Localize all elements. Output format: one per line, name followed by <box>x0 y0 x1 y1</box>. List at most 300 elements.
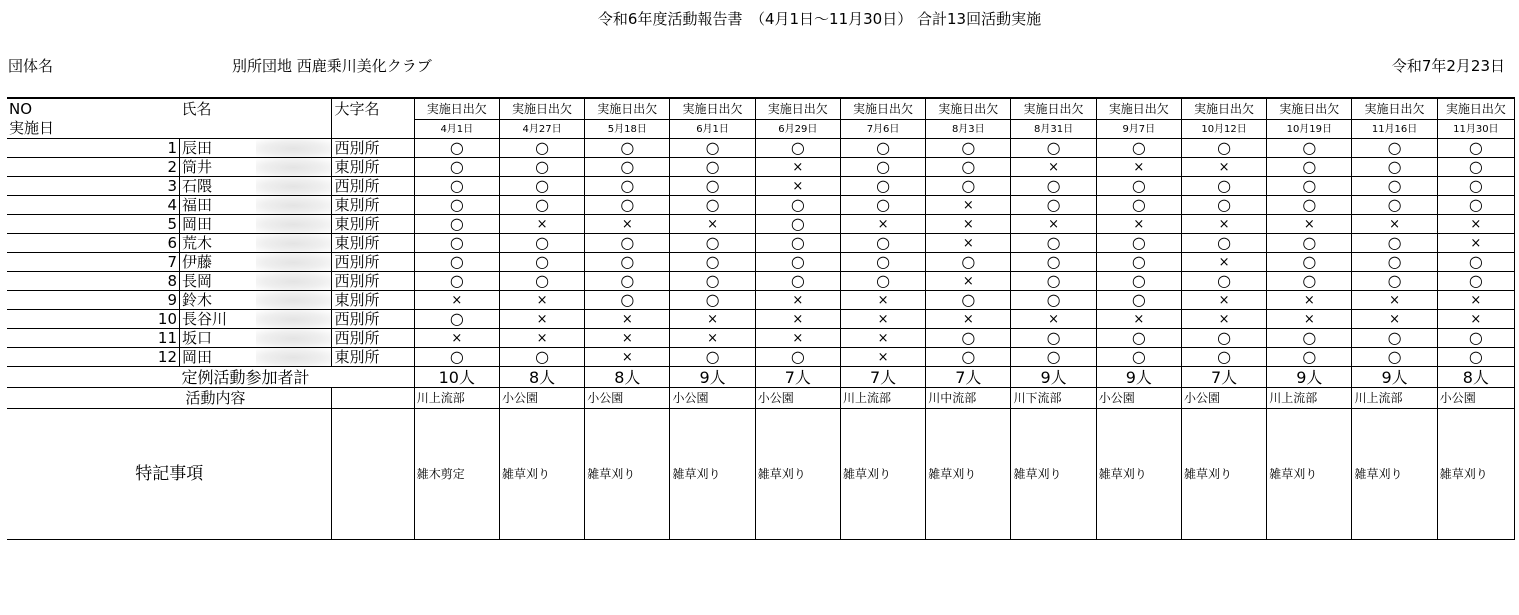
absent-mark: × <box>1133 217 1145 232</box>
present-mark: ○ <box>535 157 550 176</box>
attendance-mark <box>840 310 925 329</box>
attendance-mark <box>1352 253 1437 272</box>
member-name: 坂口 <box>180 329 256 348</box>
absent-mark: × <box>962 312 974 327</box>
redacted-name <box>256 177 332 196</box>
absent-mark: × <box>792 293 804 308</box>
member-row <box>7 348 1515 367</box>
attendance-mark <box>926 348 1011 367</box>
member-no: 9 <box>7 291 180 310</box>
member-name: 岡田 <box>180 215 256 234</box>
activity-content: 小公園 <box>1437 388 1514 409</box>
attendance-mark <box>499 310 584 329</box>
absent-mark: × <box>1303 217 1315 232</box>
present-mark: ○ <box>620 290 635 309</box>
attendance-mark <box>1352 215 1437 234</box>
special-note: 雑草刈り <box>499 409 584 540</box>
present-mark: ○ <box>1046 233 1061 252</box>
present-mark: ○ <box>449 233 464 252</box>
redacted-name <box>256 196 332 215</box>
present-mark: ○ <box>535 176 550 195</box>
special-note: 雑草刈り <box>1011 409 1096 540</box>
present-mark: ○ <box>449 271 464 290</box>
attendance-mark <box>755 348 840 367</box>
attendance-mark <box>414 253 499 272</box>
header-attendance: 実施日出欠 <box>926 98 1011 120</box>
attendance-mark <box>755 158 840 177</box>
attendance-mark <box>926 272 1011 291</box>
attendance-mark <box>414 139 499 158</box>
present-mark: ○ <box>790 195 805 214</box>
attendance-mark <box>1181 253 1266 272</box>
member-district: 西別所 <box>332 329 414 348</box>
attendance-mark <box>840 177 925 196</box>
absent-mark: × <box>536 217 548 232</box>
attendance-mark <box>499 158 584 177</box>
member-name: 伊藤 <box>180 253 256 272</box>
present-mark: ○ <box>876 233 891 252</box>
member-name: 荒木 <box>180 234 256 253</box>
absent-mark: × <box>1470 293 1482 308</box>
present-mark: ○ <box>876 195 891 214</box>
org-label: 団体名 <box>8 57 54 75</box>
attendance-mark <box>926 291 1011 310</box>
absent-mark: × <box>792 160 804 175</box>
present-mark: ○ <box>1046 290 1061 309</box>
attendance-mark <box>670 291 755 310</box>
attendance-mark <box>1181 139 1266 158</box>
attendance-mark <box>755 253 840 272</box>
header-attendance: 実施日出欠 <box>1437 98 1514 120</box>
attendance-mark <box>1352 272 1437 291</box>
attendance-mark <box>1437 139 1514 158</box>
activity-content: 小公園 <box>499 388 584 409</box>
present-mark: ○ <box>1131 138 1146 157</box>
activity-content: 川上流部 <box>1267 388 1352 409</box>
participant-total: 7人 <box>840 367 925 388</box>
attendance-mark <box>414 310 499 329</box>
present-mark: ○ <box>1468 347 1483 366</box>
member-name: 石隈 <box>180 177 256 196</box>
attendance-mark <box>1267 196 1352 215</box>
absent-mark: × <box>1218 160 1230 175</box>
attendance-mark <box>1352 234 1437 253</box>
header-attendance: 実施日出欠 <box>840 98 925 120</box>
present-mark: ○ <box>705 157 720 176</box>
attendance-mark <box>670 272 755 291</box>
attendance-mark <box>755 234 840 253</box>
activity-content: 川上流部 <box>414 388 499 409</box>
member-district: 東別所 <box>332 215 414 234</box>
member-row <box>7 291 1515 310</box>
attendance-mark <box>1267 215 1352 234</box>
redacted-name <box>256 291 332 310</box>
attendance-mark <box>1352 158 1437 177</box>
redacted-name <box>256 234 332 253</box>
attendance-mark <box>1352 177 1437 196</box>
attendance-mark <box>1011 158 1096 177</box>
present-mark: ○ <box>1387 271 1402 290</box>
attendance-mark <box>1352 196 1437 215</box>
present-mark: ○ <box>535 233 550 252</box>
attendance-mark <box>1096 272 1181 291</box>
present-mark: ○ <box>535 271 550 290</box>
participant-total: 7人 <box>1181 367 1266 388</box>
special-note: 雑草刈り <box>1267 409 1352 540</box>
present-mark: ○ <box>1302 138 1317 157</box>
attendance-mark <box>755 329 840 348</box>
absent-mark: × <box>707 217 719 232</box>
attendance-mark <box>1267 234 1352 253</box>
date-row-name-blank <box>180 120 256 139</box>
present-mark: ○ <box>705 176 720 195</box>
member-no: 11 <box>7 329 180 348</box>
absent-mark: × <box>621 331 633 346</box>
absent-mark: × <box>1470 236 1482 251</box>
absent-mark: × <box>1218 255 1230 270</box>
absent-mark: × <box>1218 312 1230 327</box>
attendance-mark <box>1096 253 1181 272</box>
attendance-mark <box>1096 177 1181 196</box>
absent-mark: × <box>962 274 974 289</box>
attendance-mark <box>755 139 840 158</box>
header-row <box>7 98 1515 120</box>
member-no: 5 <box>7 215 180 234</box>
attendance-mark <box>414 272 499 291</box>
attendance-mark <box>1267 272 1352 291</box>
attendance-mark <box>1437 253 1514 272</box>
attendance-mark <box>585 329 670 348</box>
member-district: 東別所 <box>332 234 414 253</box>
present-mark: ○ <box>1217 328 1232 347</box>
present-mark: ○ <box>449 309 464 328</box>
attendance-mark <box>1096 348 1181 367</box>
present-mark: ○ <box>961 347 976 366</box>
special-note: 雑草刈り <box>755 409 840 540</box>
attendance-mark <box>1267 291 1352 310</box>
activity-date: 5月18日 <box>585 120 670 139</box>
attendance-mark <box>1267 139 1352 158</box>
present-mark: ○ <box>535 195 550 214</box>
absent-mark: × <box>1389 293 1401 308</box>
present-mark: ○ <box>961 176 976 195</box>
attendance-mark <box>414 215 499 234</box>
member-no: 4 <box>7 196 180 215</box>
present-mark: ○ <box>876 252 891 271</box>
present-mark: ○ <box>961 157 976 176</box>
participant-total: 9人 <box>1096 367 1181 388</box>
present-mark: ○ <box>620 252 635 271</box>
present-mark: ○ <box>620 176 635 195</box>
present-mark: ○ <box>705 233 720 252</box>
attendance-mark <box>1011 253 1096 272</box>
absent-mark: × <box>451 331 463 346</box>
absent-mark: × <box>792 312 804 327</box>
absent-mark: × <box>621 312 633 327</box>
participant-total: 9人 <box>1011 367 1096 388</box>
header-attendance: 実施日出欠 <box>1181 98 1266 120</box>
attendance-mark <box>1011 215 1096 234</box>
present-mark: ○ <box>790 347 805 366</box>
activity-content: 川上流部 <box>840 388 925 409</box>
present-mark: ○ <box>1046 271 1061 290</box>
present-mark: ○ <box>1217 195 1232 214</box>
present-mark: ○ <box>705 271 720 290</box>
member-row <box>7 177 1515 196</box>
absent-mark: × <box>536 331 548 346</box>
attendance-mark <box>755 272 840 291</box>
attendance-mark <box>1181 272 1266 291</box>
attendance-mark <box>1437 291 1514 310</box>
present-mark: ○ <box>790 271 805 290</box>
special-note: 雑草刈り <box>670 409 755 540</box>
report-date: 令和7年2月23日 <box>1391 57 1505 75</box>
member-name: 福田 <box>180 196 256 215</box>
member-no: 3 <box>7 177 180 196</box>
member-district: 西別所 <box>332 272 414 291</box>
attendance-mark <box>585 348 670 367</box>
header-attendance: 実施日出欠 <box>499 98 584 120</box>
present-mark: ○ <box>620 195 635 214</box>
attendance-mark <box>926 177 1011 196</box>
attendance-mark <box>840 348 925 367</box>
present-mark: ○ <box>1302 328 1317 347</box>
activity-date: 11月16日 <box>1352 120 1437 139</box>
attendance-mark <box>1011 291 1096 310</box>
present-mark: ○ <box>1046 195 1061 214</box>
present-mark: ○ <box>1046 252 1061 271</box>
attendance-mark <box>670 253 755 272</box>
present-mark: ○ <box>1046 328 1061 347</box>
date-row-district-blank <box>332 120 414 139</box>
present-mark: ○ <box>1302 271 1317 290</box>
present-mark: ○ <box>449 252 464 271</box>
attendance-mark <box>1181 215 1266 234</box>
member-district: 東別所 <box>332 158 414 177</box>
attendance-mark <box>1437 272 1514 291</box>
activity-date: 11月30日 <box>1437 120 1514 139</box>
activity-date: 8月31日 <box>1011 120 1096 139</box>
absent-mark: × <box>621 217 633 232</box>
member-district: 西別所 <box>332 253 414 272</box>
present-mark: ○ <box>1468 138 1483 157</box>
attendance-mark <box>1181 329 1266 348</box>
date-row-label: 実施日 <box>9 119 55 138</box>
attendance-mark <box>670 234 755 253</box>
attendance-mark <box>840 272 925 291</box>
attendance-mark <box>585 272 670 291</box>
activity-date: 4月27日 <box>499 120 584 139</box>
member-name: 岡田 <box>180 348 256 367</box>
present-mark: ○ <box>1131 290 1146 309</box>
activity-content: 小公園 <box>1181 388 1266 409</box>
attendance-mark <box>585 215 670 234</box>
present-mark: ○ <box>705 195 720 214</box>
attendance-mark <box>499 291 584 310</box>
absent-mark: × <box>877 312 889 327</box>
participant-total: 7人 <box>755 367 840 388</box>
member-row <box>7 310 1515 329</box>
activity-content: 小公園 <box>1096 388 1181 409</box>
special-note: 雑草刈り <box>840 409 925 540</box>
absent-mark: × <box>621 350 633 365</box>
participant-total: 9人 <box>1352 367 1437 388</box>
absent-mark: × <box>792 179 804 194</box>
header-no: NO <box>7 98 180 120</box>
activity-date: 6月29日 <box>755 120 840 139</box>
notes-district-blank <box>332 409 414 540</box>
present-mark: ○ <box>1131 252 1146 271</box>
attendance-mark <box>755 310 840 329</box>
present-mark: ○ <box>449 195 464 214</box>
attendance-mark <box>840 158 925 177</box>
redacted-name <box>256 253 332 272</box>
member-row <box>7 196 1515 215</box>
participant-total: 10人 <box>414 367 499 388</box>
attendance-mark <box>926 158 1011 177</box>
attendance-mark <box>585 310 670 329</box>
absent-mark: × <box>1133 312 1145 327</box>
report-title: 令和6年度活動報告書 （4月1日～11月30日） 合計13回活動実施 <box>597 10 1042 28</box>
activity-content: 小公園 <box>755 388 840 409</box>
absent-mark: × <box>1048 217 1060 232</box>
present-mark: ○ <box>705 290 720 309</box>
present-mark: ○ <box>1468 195 1483 214</box>
present-mark: ○ <box>1387 195 1402 214</box>
attendance-mark <box>499 215 584 234</box>
present-mark: ○ <box>620 157 635 176</box>
member-no: 7 <box>7 253 180 272</box>
present-mark: ○ <box>1302 233 1317 252</box>
attendance-mark <box>670 329 755 348</box>
present-mark: ○ <box>620 138 635 157</box>
member-district: 東別所 <box>332 348 414 367</box>
attendance-mark <box>414 196 499 215</box>
present-mark: ○ <box>1046 176 1061 195</box>
attendance-mark <box>1267 310 1352 329</box>
totals-blank <box>7 367 180 388</box>
attendance-mark <box>1437 196 1514 215</box>
attendance-mark <box>585 139 670 158</box>
present-mark: ○ <box>1217 176 1232 195</box>
member-district: 西別所 <box>332 310 414 329</box>
absent-mark: × <box>962 236 974 251</box>
redacted-name <box>256 215 332 234</box>
attendance-mark <box>585 196 670 215</box>
present-mark: ○ <box>1302 347 1317 366</box>
present-mark: ○ <box>705 347 720 366</box>
attendance-mark <box>755 215 840 234</box>
absent-mark: × <box>1218 293 1230 308</box>
present-mark: ○ <box>876 138 891 157</box>
member-no: 10 <box>7 310 180 329</box>
present-mark: ○ <box>790 252 805 271</box>
absent-mark: × <box>1048 160 1060 175</box>
absent-mark: × <box>1218 217 1230 232</box>
absent-mark: × <box>1389 217 1401 232</box>
present-mark: ○ <box>1387 347 1402 366</box>
present-mark: ○ <box>1468 176 1483 195</box>
member-no: 1 <box>7 139 180 158</box>
date-row-name-blank <box>256 120 332 139</box>
present-mark: ○ <box>1302 195 1317 214</box>
attendance-mark <box>1437 329 1514 348</box>
present-mark: ○ <box>876 271 891 290</box>
absent-mark: × <box>962 217 974 232</box>
activity-date: 4月1日 <box>414 120 499 139</box>
attendance-mark <box>926 215 1011 234</box>
activity-content: 川上流部 <box>1352 388 1437 409</box>
present-mark: ○ <box>705 138 720 157</box>
absent-mark: × <box>451 293 463 308</box>
attendance-mark <box>1352 291 1437 310</box>
attendance-mark <box>755 291 840 310</box>
present-mark: ○ <box>449 157 464 176</box>
header-district: 大字名 <box>332 98 414 120</box>
present-mark: ○ <box>1387 138 1402 157</box>
attendance-mark <box>840 234 925 253</box>
attendance-mark <box>1096 329 1181 348</box>
attendance-mark <box>1352 348 1437 367</box>
header-attendance: 実施日出欠 <box>1267 98 1352 120</box>
present-mark: ○ <box>790 214 805 233</box>
attendance-mark <box>840 196 925 215</box>
present-mark: ○ <box>535 252 550 271</box>
attendance-mark <box>840 139 925 158</box>
header-attendance: 実施日出欠 <box>414 98 499 120</box>
attendance-mark <box>1011 196 1096 215</box>
attendance-mark <box>670 158 755 177</box>
attendance-mark <box>499 348 584 367</box>
special-note: 雑草刈り <box>1352 409 1437 540</box>
member-name: 長谷川 <box>180 310 256 329</box>
present-mark: ○ <box>1217 271 1232 290</box>
attendance-mark <box>1011 348 1096 367</box>
present-mark: ○ <box>449 214 464 233</box>
member-district: 西別所 <box>332 139 414 158</box>
attendance-mark <box>1437 177 1514 196</box>
attendance-mark <box>1267 177 1352 196</box>
present-mark: ○ <box>961 138 976 157</box>
present-mark: ○ <box>449 347 464 366</box>
attendance-mark <box>499 177 584 196</box>
attendance-mark <box>926 329 1011 348</box>
absent-mark: × <box>536 293 548 308</box>
special-note: 雑草刈り <box>585 409 670 540</box>
participant-total: 8人 <box>1437 367 1514 388</box>
notes-row <box>7 409 1515 540</box>
special-note: 雑草刈り <box>1437 409 1514 540</box>
participant-total: 8人 <box>499 367 584 388</box>
attendance-mark <box>414 329 499 348</box>
member-no: 8 <box>7 272 180 291</box>
attendance-mark <box>1181 196 1266 215</box>
absent-mark: × <box>1303 293 1315 308</box>
present-mark: ○ <box>1131 195 1146 214</box>
present-mark: ○ <box>620 233 635 252</box>
attendance-mark <box>414 158 499 177</box>
header-attendance: 実施日出欠 <box>1011 98 1096 120</box>
present-mark: ○ <box>1131 328 1146 347</box>
absent-mark: × <box>707 312 719 327</box>
participant-total: 9人 <box>670 367 755 388</box>
header-attendance: 実施日出欠 <box>1096 98 1181 120</box>
header-name: 氏名 <box>180 98 332 120</box>
header-attendance: 実施日出欠 <box>670 98 755 120</box>
redacted-name <box>256 348 332 367</box>
activity-district-blank <box>332 388 414 409</box>
absent-mark: × <box>1048 312 1060 327</box>
